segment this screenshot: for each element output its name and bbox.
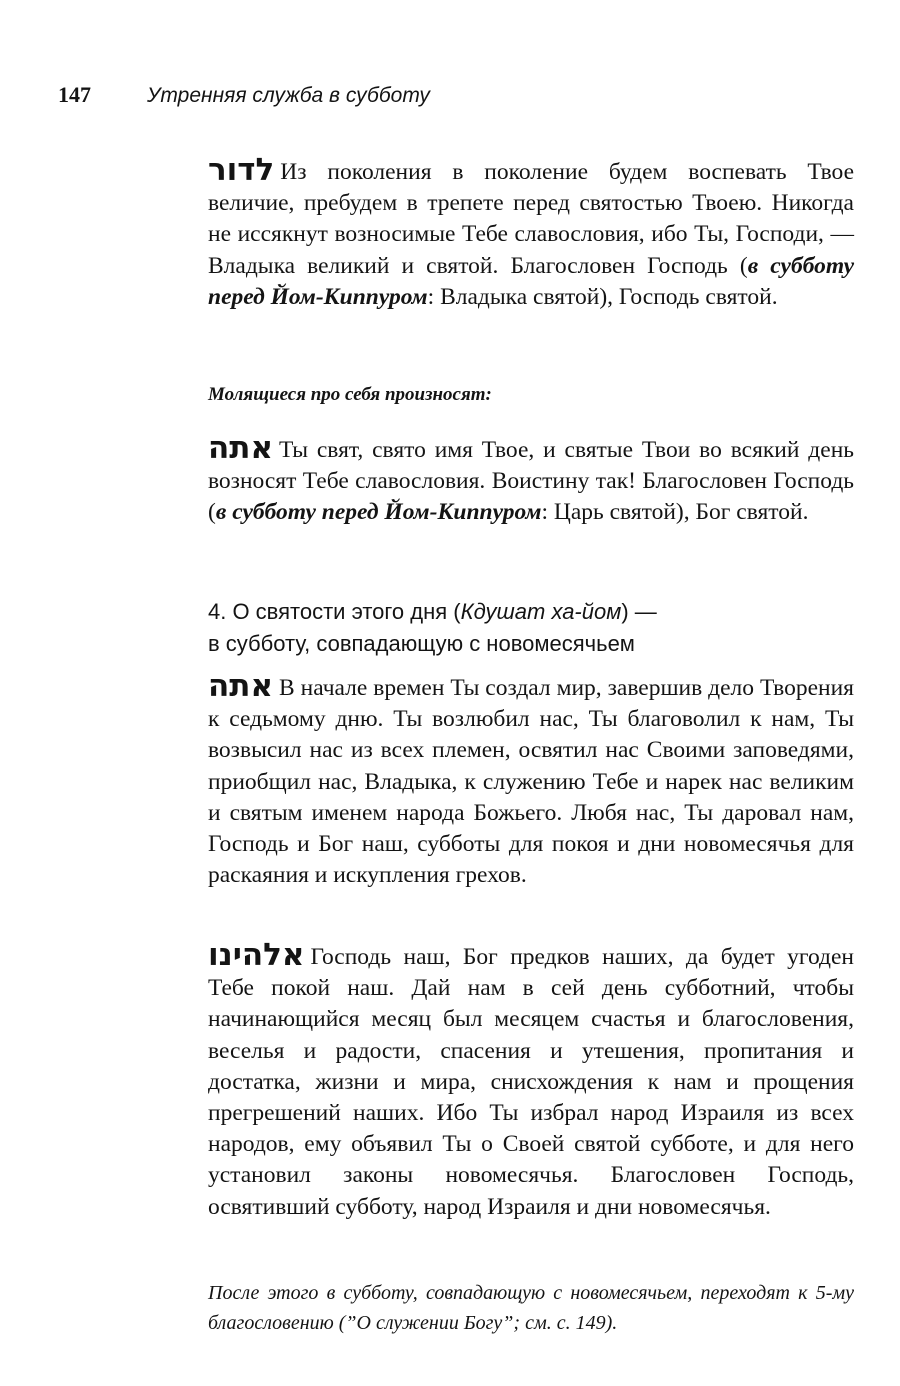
paragraph-eloheinu <box>208 937 854 1223</box>
hebrew-incipit-ata: אתה <box>208 668 274 704</box>
section-heading-line-2: в субботу, совпадающую с новомесячьем <box>208 631 635 656</box>
liturgical-note: в субботу перед Йом-Киппуром <box>208 252 854 310</box>
closing-instruction: После этого в субботу, совпадающую с новомесячьем, переходят к 5-му благословению (”О служении Богу”; см. с. 149). <box>208 1282 854 1334</box>
paragraph-text: Господь наш, Бог предков наших, да будет угоден Тебе покой наш. Дай нам в сей день субботний, чтобы начинающийся месяц был месяцем счастья и благословения, веселья и радости, спасения и утешения, пропитания и достатка, жизни и мира, снисхождения к нам и прощения прегрешений наших. Ибо Ты избрал народ Израиля из всех народов, ему объявил Ты о Своей святой субботе, и для него установил законы новомесячья. Благословен Господь, освятивший субботу, народ Израиля и дни новомесячья. <box>208 944 854 1220</box>
paragraph-text: Из поколения в поколение будем воспевать Твое величие, пребудем в трепете перед святостью Твоею. Никогда не иссякнут возносимые Тебе славословия, ибо Ты, Господи, — Владыка великий и святой. Благословен Господь ( <box>208 159 854 279</box>
hebrew-incipit-ata: אתה <box>208 430 274 466</box>
paragraph-text: : Владыка святой), Господь святой. <box>427 283 778 310</box>
paragraph-ledor <box>208 152 854 313</box>
paragraph-ata-2 <box>208 668 854 891</box>
section-heading-term: Кдушат ха-йом <box>460 599 622 624</box>
paragraph-text: : Царь святой), Бог святой. <box>541 499 809 526</box>
liturgical-note: в субботу перед Йом-Киппуром <box>215 499 542 526</box>
paragraph-ata-1 <box>208 430 854 529</box>
hebrew-incipit-eloheinu: אלהינו <box>208 937 305 973</box>
section-heading <box>208 596 854 660</box>
paragraph-text: В начале времен Ты создал мир, завершив дело Творения к седьмому дню. Ты возлюбил нас, Ты благоволил к нам, Ты возвысил нас из всех племен, освятил нас Своими заповедями, приобщил нас, Владыка, к служению Тебе и нарек нас великим и святым именем народа Божьего. Любя нас, Ты даровал нам, Господь и Бог наш, субботы для покоя и дни новомесячья для раскаяния и искупления грехов. <box>208 675 854 889</box>
hebrew-incipit-ledor: לדור <box>208 152 275 188</box>
page-number: 147 <box>58 82 91 107</box>
section-heading-line-1: 4. О святости этого дня (Кдушат ха-йом) — <box>208 599 657 624</box>
running-title: Утренняя служба в субботу <box>147 84 430 107</box>
rubric-instruction: Молящиеся про себя произносят: <box>208 384 492 405</box>
page-header <box>58 82 430 112</box>
paragraph-text: Ты свят, свято имя Твое, и святые Твои во всякий день возносят Тебе славословия. Воистину так! Благословен Господь ( <box>208 437 854 526</box>
